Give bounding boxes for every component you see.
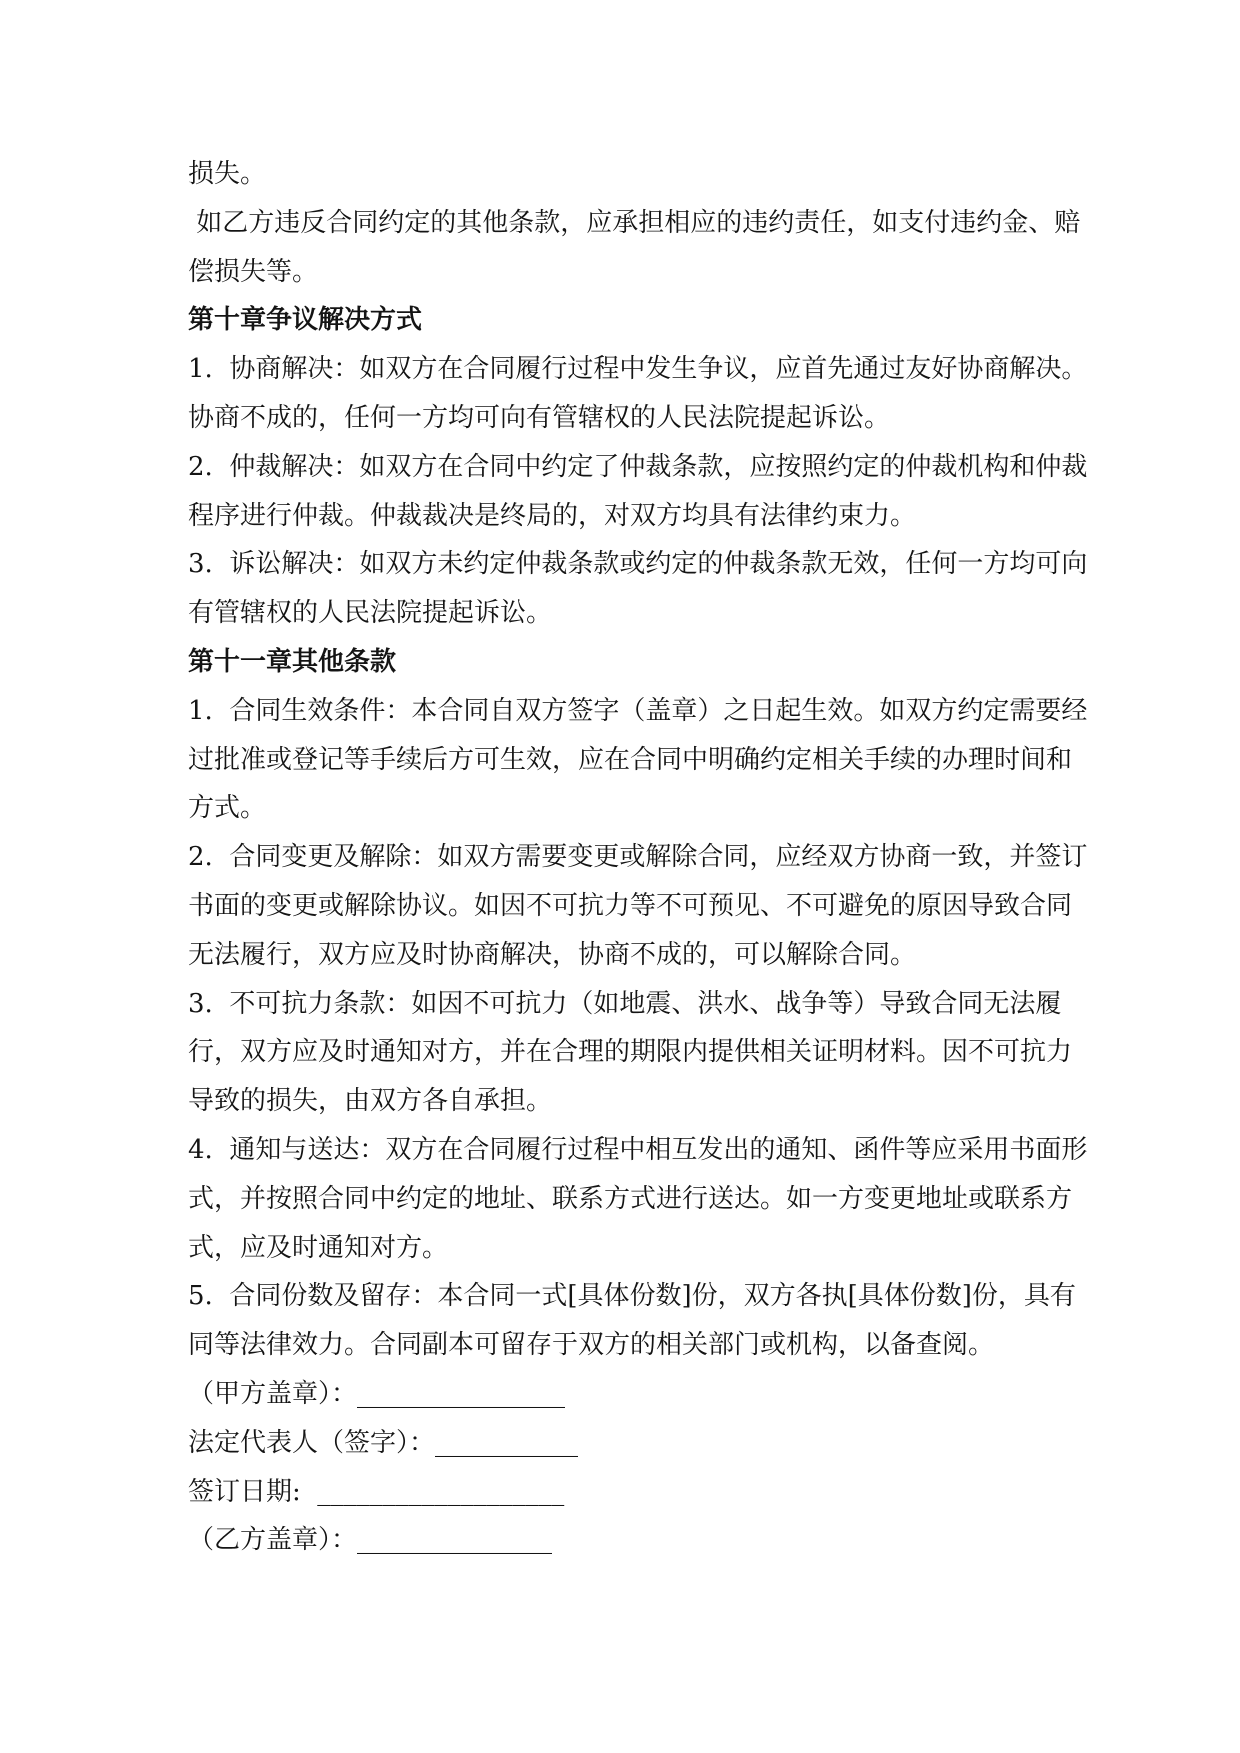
text-line: 2. 仲裁解决：如双方在合同中约定了仲裁条款，应按照约定的仲裁机构和仲裁	[188, 451, 1088, 482]
text-line: 3. 诉讼解决：如双方未约定仲裁条款或约定的仲裁条款无效，任何一方均可向	[188, 549, 1088, 580]
text-line: 2. 合同变更及解除：如双方需要变更或解除合同，应经双方协商一致，并签订	[188, 842, 1088, 873]
text-line: 3. 不可抗力条款：如因不可抗力（如地震、洪水、战争等）导致合同无法履	[188, 988, 1062, 1019]
section-heading: 第十一章其他条款	[188, 646, 397, 677]
text-line: 式，应及时通知对方。	[188, 1232, 449, 1263]
text-line: 4. 通知与送达：双方在合同履行过程中相互发出的通知、函件等应采用书面形	[188, 1134, 1088, 1165]
text-line: 如乙方违反合同约定的其他条款，应承担相应的违约责任，如支付违约金、赔	[188, 207, 1081, 238]
text-line: 5. 合同份数及留存：本合同一式[具体份数]份，双方各执[具体份数]份，具有	[188, 1281, 1076, 1312]
text-line: 导致的损失，由双方各自承担。	[188, 1086, 553, 1117]
text-line: 方式。	[188, 793, 267, 824]
signature-line: （乙方盖章）：_______________	[188, 1525, 553, 1556]
text-line: 无法履行，双方应及时协商解决，协商不成的，可以解除合同。	[188, 939, 917, 970]
signature-line: 签订日期: ___________________	[188, 1476, 565, 1507]
text-line: 有管辖权的人民法院提起诉讼。	[188, 598, 553, 629]
text-line: 式，并按照合同中约定的地址、联系方式进行送达。如一方变更地址或联系方	[188, 1183, 1073, 1214]
text-line: 同等法律效力。合同副本可留存于双方的相关部门或机构，以备查阅。	[188, 1330, 995, 1361]
text-line: 协商不成的，任何一方均可向有管辖权的人民法院提起诉讼。	[188, 402, 891, 433]
text-line: 损失。	[188, 159, 267, 189]
text-line: 书面的变更或解除协议。如因不可抗力等不可预见、不可避免的原因导致合同	[188, 890, 1073, 921]
text-line: 偿损失等。	[188, 256, 319, 287]
text-line: 过批准或登记等手续后方可生效，应在合同中明确约定相关手续的办理时间和	[188, 744, 1073, 775]
text-line: 行，双方应及时通知对方，并在合理的期限内提供相关证明材料。因不可抗力	[188, 1037, 1073, 1068]
signature-line: 法定代表人（签字）：___________	[188, 1427, 579, 1458]
text-line: 1. 合同生效条件：本合同自双方签字（盖章）之日起生效。如双方约定需要经	[188, 695, 1088, 726]
text-line: 1. 协商解决：如双方在合同履行过程中发生争议，应首先通过友好协商解决。	[188, 354, 1088, 385]
text-line: 程序进行仲裁。仲裁裁决是终局的，对双方均具有法律约束力。	[188, 500, 917, 531]
section-heading: 第十章争议解决方式	[188, 305, 423, 336]
signature-line: （甲方盖章）：________________	[188, 1378, 566, 1409]
